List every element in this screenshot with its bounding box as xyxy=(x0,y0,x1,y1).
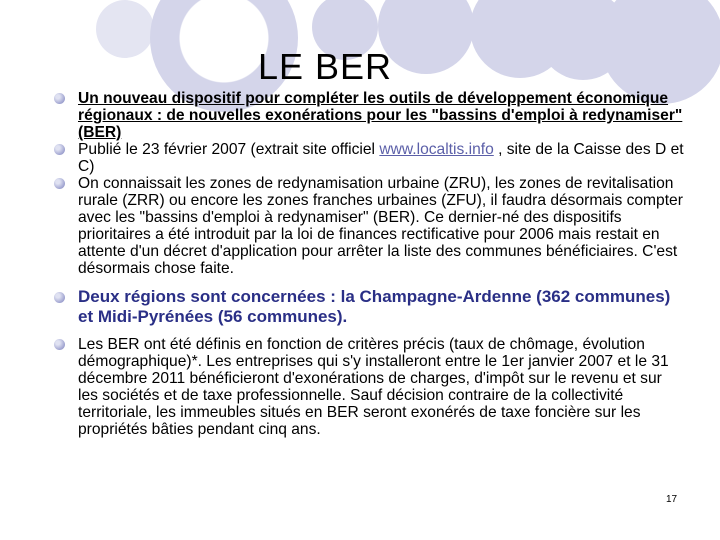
bullet-text: On connaissait les zones de redynamisation urbaine (ZRU), les zones de revitalisation rurale (ZRR) ou encore les zones franches urbaines (ZFU), il faudra désormais compter avec les "bassins d'emploi à redynamiser" (BER). Ce dernier-né des dispositifs prioritaires a été introduit par la loi de finances rectificative pour 2006 mais restait en attente d'un décret d'application pour arrêter la liste des communes bénéficiaires. C'est désormais chose faite. xyxy=(78,175,683,277)
bullet-item xyxy=(54,141,684,175)
bullet-item xyxy=(54,175,684,277)
bullet-dot-icon xyxy=(54,339,65,350)
decorative-circle xyxy=(96,0,154,58)
bullet-dot-icon xyxy=(54,93,65,104)
decorative-circle xyxy=(378,0,474,74)
bullet-dot-icon xyxy=(54,292,65,303)
bullet-item xyxy=(54,90,684,141)
bullet-list xyxy=(54,90,684,438)
bullet-item xyxy=(54,287,684,326)
bullet-text: Deux régions sont concernées : la Champagne-Ardenne (362 communes) et Midi-Pyrénées (56 communes). xyxy=(78,287,671,326)
bullet-item xyxy=(54,336,684,438)
slide-title: LE BER xyxy=(258,46,393,87)
bullet-text: Un nouveau dispositif pour compléter les outils de développement économique régionaux : de nouvelles exonérations pour les "bassins d'emploi à redynamiser" (BER) xyxy=(78,90,683,141)
page-number: 17 xyxy=(666,494,678,505)
bullet-text: Publié le 23 février 2007 (extrait site officiel xyxy=(78,141,380,158)
localtis-link[interactable]: www.localtis.info xyxy=(379,141,494,158)
bullet-dot-icon xyxy=(54,144,65,155)
bullet-text: Les BER ont été définis en fonction de critères précis (taux de chômage, évolution démographique)*. Les entreprises qui s'y installeront entre le 1er janvier 2007 et le 31 décembre 2011 bénéficieront d'exonérations de charges, d'impôt sur le revenu et sur les sociétés et de taxe professionnelle. Sauf décision contraire de la collectivité territoriale, les immeubles situés en BER seront exonérés de taxe foncière sur les propriétés bâties pendant cinq ans. xyxy=(78,336,669,438)
bullet-dot-icon xyxy=(54,178,65,189)
bullet-text: , site de la Caisse des D et C) xyxy=(78,141,684,175)
decorative-circle xyxy=(600,0,720,104)
